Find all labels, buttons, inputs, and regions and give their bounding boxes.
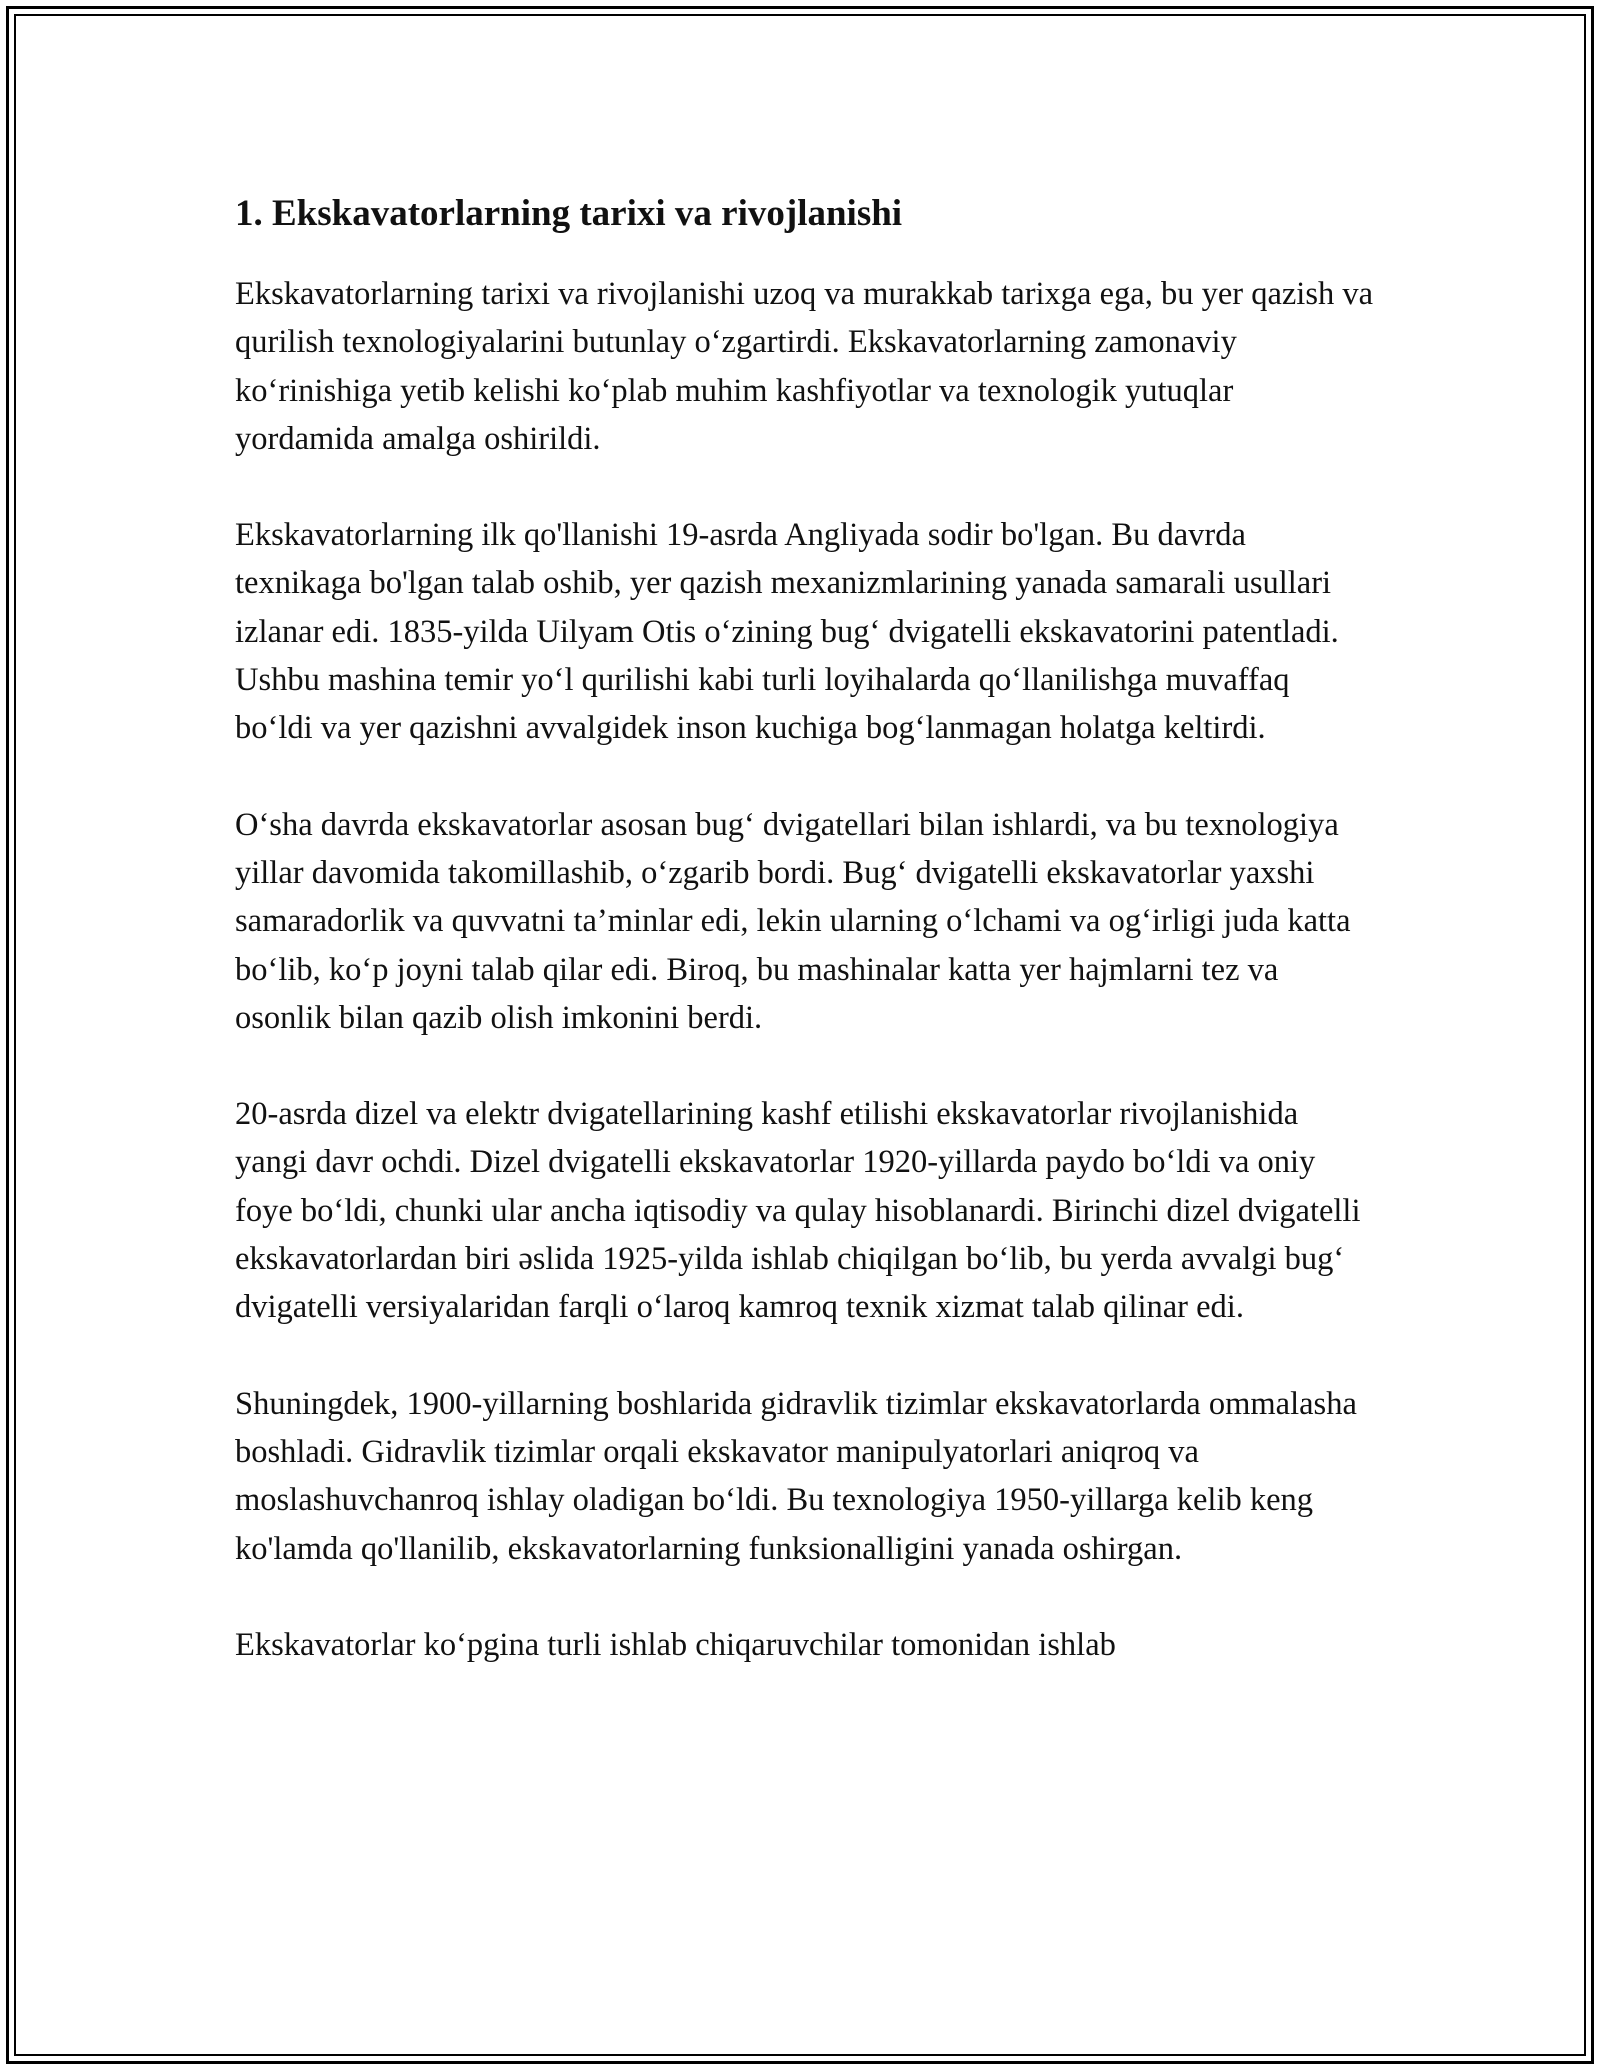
paragraph-intro: Ekskavatorlarning tarixi va rivojlanishi uzoq va murakkab tarixga ega, bu yer qazish va qurilish texnologiyalarini butunlay o‘zgartirdi. Ekskavatorlarning zamonaviy ko‘rinishiga yetib kelishi ko‘plab muhim kashfiyotlar va texnologik yutuqlar yordamida amalga oshirildi. <box>235 276 1374 457</box>
paragraph-steam-engines: O‘sha davrda ekskavatorlar asosan bug‘ dvigatellari bilan ishlardi, va bu texnologiya yillar davomida takomillashib, o‘zgarib bordi. Bug‘ dvigatelli ekskavatorlar yaxshi samaradorlik va quvvatni ta’minlar edi, lekin ularning o‘lchami va og‘irligi juda katta bo‘lib, ko‘p joyni talab qilar edi. Biroq, bu mashinalar katta yer hajmlarni tez va osonlik bilan qazib olish imkonini berdi. <box>235 806 1351 1036</box>
paragraph-19th-century: Ekskavatorlarning ilk qo'llanishi 19-asrda Angliyada sodir bo'lgan. Bu davrda texnikaga bo'lgan talab oshib, yer qazish mexanizmlarining yanada samarali usullari izlanar edi. 1835-yilda Uilyam Otis o‘zining bug‘ dvigatelli ekskavatorini patentladi. Ushbu mashina temir yo‘l qurilishi kabi turli loyihalarda qo‘llanilishga muvaffaq bo‘ldi va yer qazishni avvalgidek inson kuchiga bog‘lanmagan holatga keltirdi. <box>235 517 1339 747</box>
paragraph-manufacturers: Ekskavatorlar ko‘pgina turli ishlab chiqaruvchilar tomonidan ishlab <box>235 1626 1116 1663</box>
paragraph-hydraulics: Shuningdek, 1900-yillarning boshlarida gidravlik tizimlar ekskavatorlarda ommalasha boshladi. Gidravlik tizimlar orqali ekskavator manipulyatorlari aniqroq va moslashuvchanroq ishlay oladigan bo‘ldi. Bu texnologiya 1950-yillarga kelib keng ko'lamda qo'llanilib, ekskavatorlarning funksionalligini yanada oshirgan. <box>235 1385 1357 1567</box>
document-body <box>235 188 1375 1717</box>
section-heading: 1. Ekskavatorlarning tarixi va rivojlanishi <box>235 193 903 234</box>
paragraph-diesel-electric: 20-asrda dizel va elektr dvigatellarining kashf etilishi ekskavatorlar rivojlanishida yangi davr ochdi. Dizel dvigatelli ekskavatorlar 1920-yillarda paydo bo‘ldi va oniy foye bo‘ldi, chunki ular ancha iqtisodiy va qulay hisoblanardi. Birinchi dizel dvigatelli ekskavatorlardan biri əslida 1925-yilda ishlab chiqilgan bo‘lib, bu yerda avvalgi bug‘ dvigatelli versiyalaridan farqli o‘laroq kamroq texnik xizmat talab qilinar edi. <box>235 1096 1361 1326</box>
